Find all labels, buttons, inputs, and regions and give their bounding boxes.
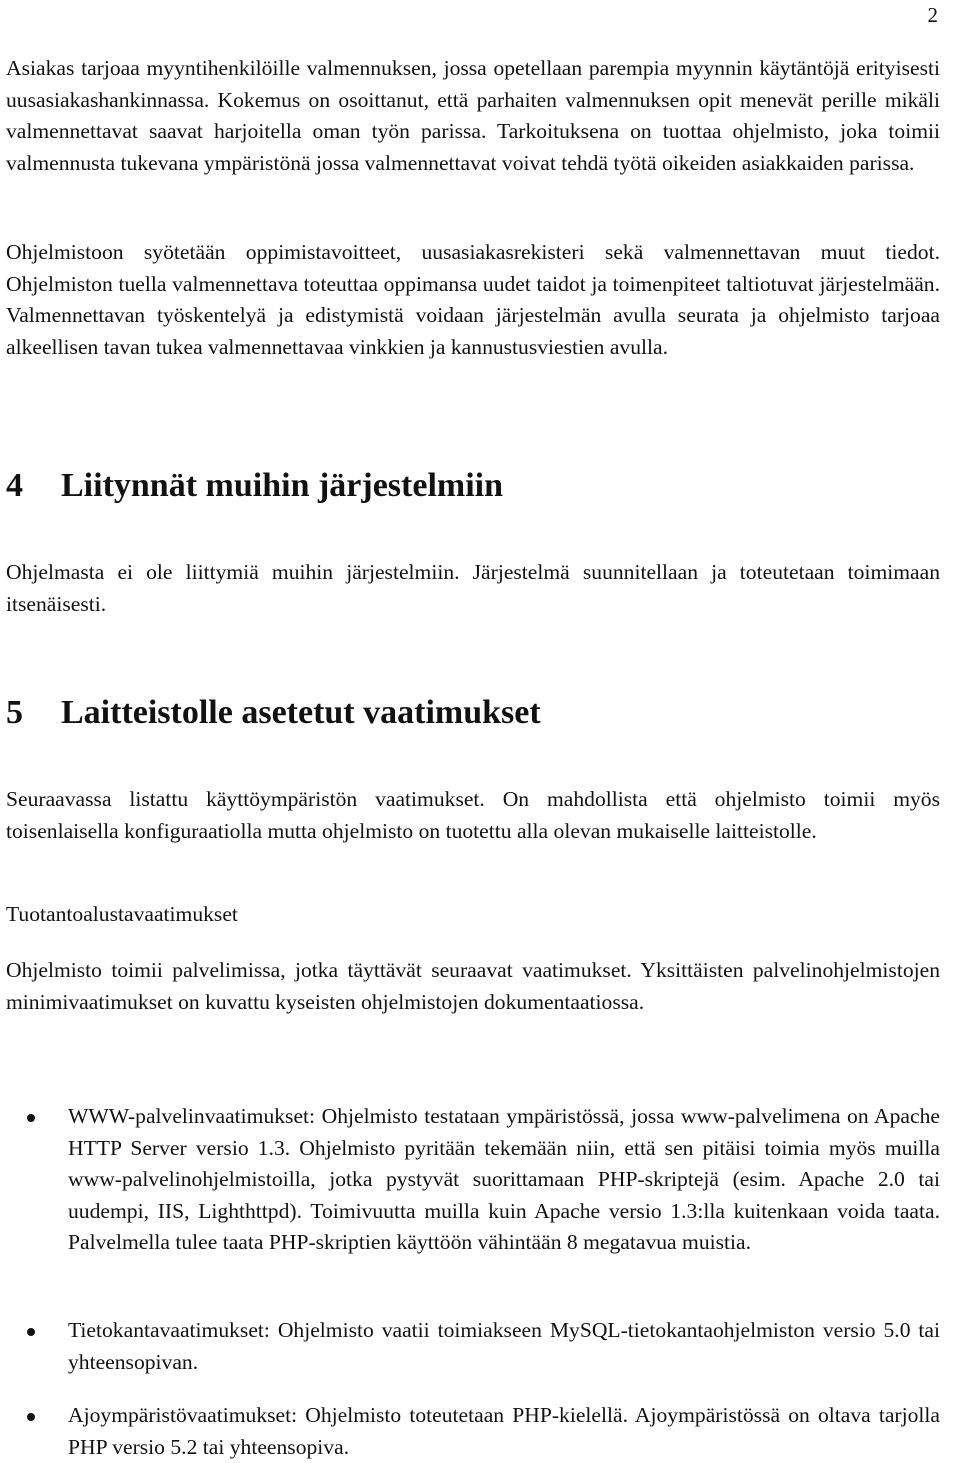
section-5-heading (6, 693, 541, 733)
list-item-text: Ajoympäristövaatimukset: Ohjelmisto toteutetaan PHP-kielellä. Ajoympäristössä on oltava tarjolla PHP versio 5.2 tai yhteensopiva. (68, 1403, 940, 1459)
section-5-subheading: Tuotantoalustavaatimukset (6, 902, 238, 926)
section-4-title: Liitynnät muihin järjestelmiin (61, 467, 504, 504)
bullet-icon (27, 1114, 35, 1122)
bullet-icon (27, 1328, 35, 1336)
list-item (6, 1315, 940, 1378)
section-4-paragraph: Ohjelmasta ei ole liittymiä muihin järjestelmiin. Järjestelmä suunnitellaan ja toteutetaan toimimaan itsenäisesti. (6, 560, 940, 616)
requirements-list-item-1 (6, 1101, 940, 1259)
list-item-text: WWW-palvelinvaatimukset: Ohjelmisto testataan ympäristössä, jossa www-palvelimena on Apache HTTP Server versio 1.3. Ohjelmisto pyritään tekemään niin, että sen pitäisi toimia myös muilla www-palvelinohjelmistoilla, jotka pystyvät suorittamaan PHP-skriptejä (esim. Apache 2.0 tai uudempi, IIS, Lighthttpd). Toimivuutta muilla kuin Apache versio 1.3:lla kuitenkaan voida taata. Palvelmella tulee taata PHP-skriptien käyttöön vähintään 8 megatavua muistia. (68, 1104, 940, 1254)
bullet-icon (27, 1413, 35, 1421)
section-5-subparagraph: Ohjelmisto toimii palvelimissa, jotka täyttävät seuraavat vaatimukset. Yksittäisten palvelinohjelmistojen minimivaatimukset on kuvattu kyseisten ohjelmistojen dokumentaatiossa. (6, 958, 940, 1014)
section-4-number: 4 (6, 467, 23, 504)
intro-paragraph-1: Asiakas tarjoaa myyntihenkilöille valmennuksen, jossa opetellaan parempia myynnin käytäntöjä erityisesti uusasiakashankinnassa. Kokemus on osoittanut, että parhaiten valmennuksen opit menevät perille mikäli valmennettavat saavat harjoitella oman työn parissa. Tarkoituksena on tuottaa ohjelmisto, joka toimii valmennusta tukevana ympäristönä jossa valmennettavat voivat tehdä työtä oikeiden asiakkaiden parissa. (6, 56, 940, 175)
requirements-list-item-2 (6, 1315, 940, 1378)
section-5-number: 5 (6, 694, 23, 731)
list-item (6, 1400, 940, 1463)
intro-paragraph-2: Ohjelmistoon syötetään oppimistavoitteet, uusasiakasrekisteri sekä valmennettavan muut tiedot. Ohjelmiston tuella valmennettava toteuttaa oppimansa uudet taidot ja toimenpiteet taltiotuvat järjestelmään. Valmennettavan työskentelyä ja edistymistä voidaan järjestelmän avulla seurata ja ohjelmisto tarjoaa alkeellisen tavan tukea valmennettavaa vinkkien ja kannustusviestien avulla. (6, 240, 940, 359)
section-5-title: Laitteistolle asetetut vaatimukset (61, 694, 541, 731)
list-item-text: Tietokantavaatimukset: Ohjelmisto vaatii toimiakseen MySQL-tietokantaohjelmiston versio 5.0 tai yhteensopivan. (68, 1318, 940, 1374)
requirements-list-item-3 (6, 1400, 940, 1463)
list-item (6, 1101, 940, 1259)
page-number: 2 (927, 3, 938, 27)
section-4-heading (6, 466, 503, 506)
section-5-paragraph: Seuraavassa listattu käyttöympäristön vaatimukset. On mahdollista että ohjelmisto toimii myös toisenlaisella konfiguraatiolla mutta ohjelmisto on tuotettu alla olevan mukaiselle laitteistolle. (6, 787, 940, 843)
